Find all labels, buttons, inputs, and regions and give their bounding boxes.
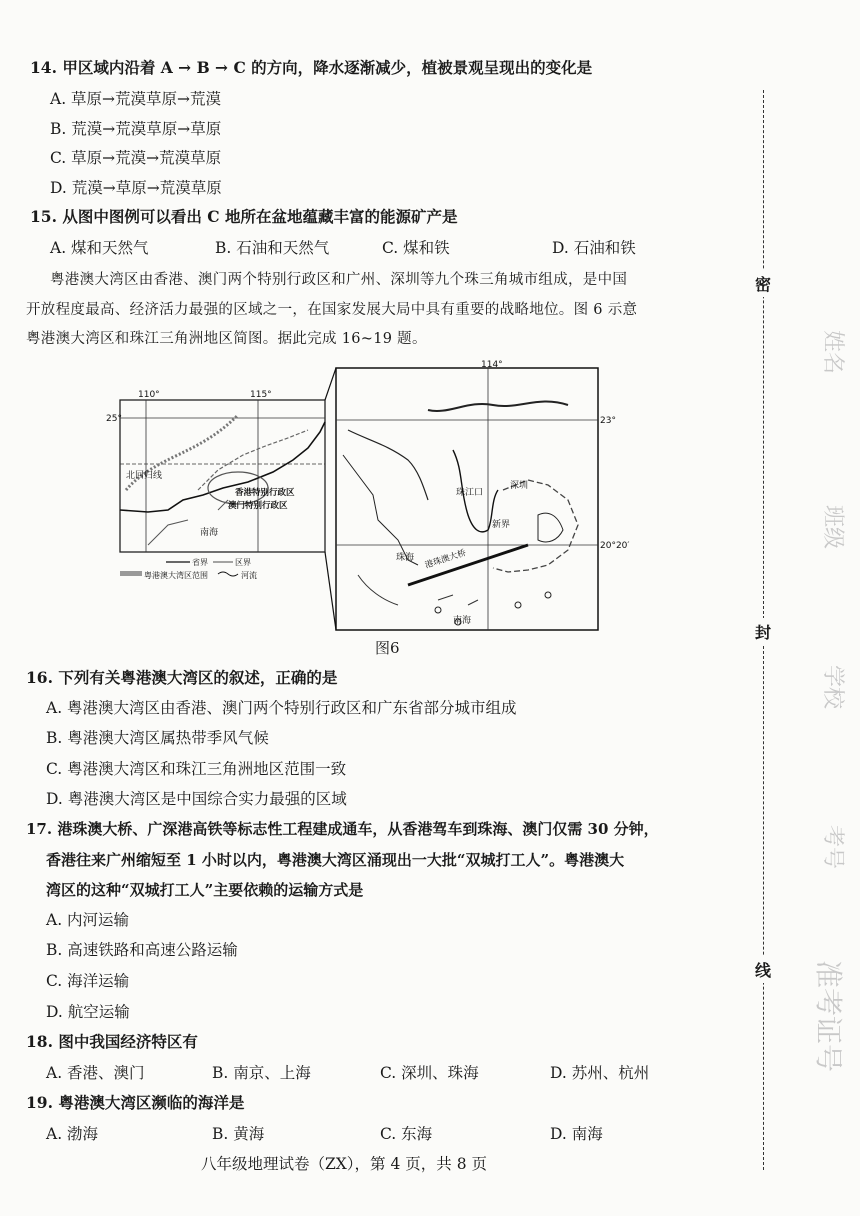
- q18-stem: 18. 图中我国经济特区有: [26, 1032, 198, 1051]
- left-lon-110: 110°: [138, 390, 160, 400]
- left-overview-map: [106, 390, 325, 580]
- q17-option-b: B. 高速铁路和高速公路运输: [46, 941, 238, 959]
- q15-option-d: D. 石油和铁: [552, 239, 636, 257]
- q16-option-b: B. 粤港澳大湾区属热带季风气候: [46, 729, 269, 747]
- pearl-river-estuary-label: 珠江口: [456, 488, 484, 498]
- q14-option-b: B. 荒漠→荒漠草原→草原: [50, 120, 222, 138]
- shenzhen-label: 深圳: [510, 481, 529, 491]
- q19-option-a: A. 渤海: [46, 1125, 99, 1143]
- seal-char-mi: 密: [752, 270, 774, 297]
- figure-caption: 图6: [375, 639, 400, 657]
- legend-bay-area-range: 粤港澳大湾区范围: [144, 571, 208, 580]
- q17-stem-line-3: 湾区的这种“双城打工人”主要依赖的运输方式是: [46, 881, 364, 899]
- right-lat-23: 23°: [600, 416, 616, 426]
- q17-option-c: C. 海洋运输: [46, 972, 130, 990]
- q15-option-c: C. 煤和铁: [382, 239, 450, 257]
- q17-stem-line-1: 17. 港珠澳大桥、广深港高铁等标志性工程建成通车，从香港驾车到珠海、澳门仅需 30 分钟，: [26, 820, 659, 838]
- q14-option-c: C. 草原→荒漠→荒漠草原: [50, 149, 222, 167]
- left-lon-115: 115°: [250, 390, 272, 400]
- right-detail-map: [336, 360, 629, 630]
- legend-province-border: 省界: [192, 558, 208, 567]
- south-china-sea-label-left: 南海: [200, 528, 219, 538]
- intro-line-2: 开放程度最高、经济活力最强的区域之一，在国家发展大局中具有重要的战略地位。图 6 示意: [26, 302, 638, 318]
- new-territories-label: 新界: [492, 520, 511, 530]
- q15-option-b: B. 石油和天然气: [215, 239, 330, 257]
- q16-option-a: A. 粤港澳大湾区由香港、澳门两个特别行政区和广东省部分城市组成: [46, 699, 517, 717]
- q17-stem-line-2: 香港往来广州缩短至 1 小时以内，粤港澳大湾区涌现出一大批“双城打工人”。粤港澳大: [46, 851, 625, 869]
- zhuhai-label: 珠海: [396, 553, 415, 563]
- seal-char-feng: 封: [752, 618, 774, 645]
- q18-option-d: D. 苏州、杭州: [550, 1064, 650, 1082]
- intro-line-1: 粤港澳大湾区由香港、澳门两个特别行政区和广州、深圳等九个珠三角城市组成，是中国: [50, 272, 628, 288]
- q14-stem: 14. 甲区域内沿着 A → B → C 的方向，降水逐渐减少，植被景观呈现出的变化是: [30, 58, 593, 77]
- q19-stem: 19. 粤港澳大湾区濒临的海洋是: [26, 1093, 245, 1112]
- left-lat-25: 25°: [106, 414, 122, 424]
- page-footer: 八年级地理试卷（ZX），第 4 页，共 8 页: [201, 1155, 487, 1173]
- q17-option-a: A. 内河运输: [46, 911, 130, 929]
- q16-stem: 16. 下列有关粤港澳大湾区的叙述，正确的是: [26, 668, 338, 687]
- hzmb-bridge-label: 港珠澳大桥: [423, 548, 468, 571]
- figure-6-map: [106, 360, 630, 635]
- legend-district-border: 区界: [235, 558, 251, 567]
- hong-kong-sar-label: 香港特别行政区: [235, 488, 295, 498]
- q14-option-a: A. 草原→荒漠草原→荒漠: [50, 90, 222, 108]
- q19-option-c: C. 东海: [380, 1125, 433, 1143]
- q15-stem: 15. 从图中图例可以看出 C 地所在盆地蕴藏丰富的能源矿产是: [30, 207, 458, 226]
- q17-option-d: D. 航空运输: [46, 1003, 130, 1021]
- faded-class-label: 班级: [820, 505, 845, 550]
- right-lon-114: 114°: [481, 360, 503, 370]
- q19-option-d: D. 南海: [550, 1125, 603, 1143]
- q15-option-a: A. 煤和天然气: [50, 239, 149, 257]
- q18-option-c: C. 深圳、珠海: [380, 1064, 479, 1082]
- q14-option-d: D. 荒漠→草原→荒漠草原: [50, 179, 222, 197]
- seal-char-xian: 线: [752, 956, 774, 983]
- q18-option-a: A. 香港、澳门: [46, 1064, 145, 1082]
- legend-river: 河流: [241, 571, 257, 580]
- q18-option-b: B. 南京、上海: [212, 1064, 311, 1082]
- faded-school-label: 学校: [820, 665, 845, 710]
- q16-option-d: D. 粤港澳大湾区是中国综合实力最强的区域: [46, 790, 347, 808]
- right-lat-20-20: 20°20′: [600, 541, 630, 551]
- intro-line-3: 粤港澳大湾区和珠江三角洲地区简图。据此完成 16~19 题。: [26, 331, 427, 347]
- faded-examno-label: 考号: [820, 825, 845, 870]
- tropic-of-cancer-label: 北回归线: [126, 471, 163, 481]
- south-china-sea-label-right: 南海: [453, 616, 472, 626]
- faded-ticket-label: 准考证号: [812, 960, 845, 1073]
- q16-option-c: C. 粤港澳大湾区和珠江三角洲地区范围一致: [46, 760, 347, 778]
- faded-name-label: 姓名: [820, 330, 845, 375]
- macao-sar-label: 澳门特别行政区: [228, 501, 288, 511]
- q19-option-b: B. 黄海: [212, 1125, 265, 1143]
